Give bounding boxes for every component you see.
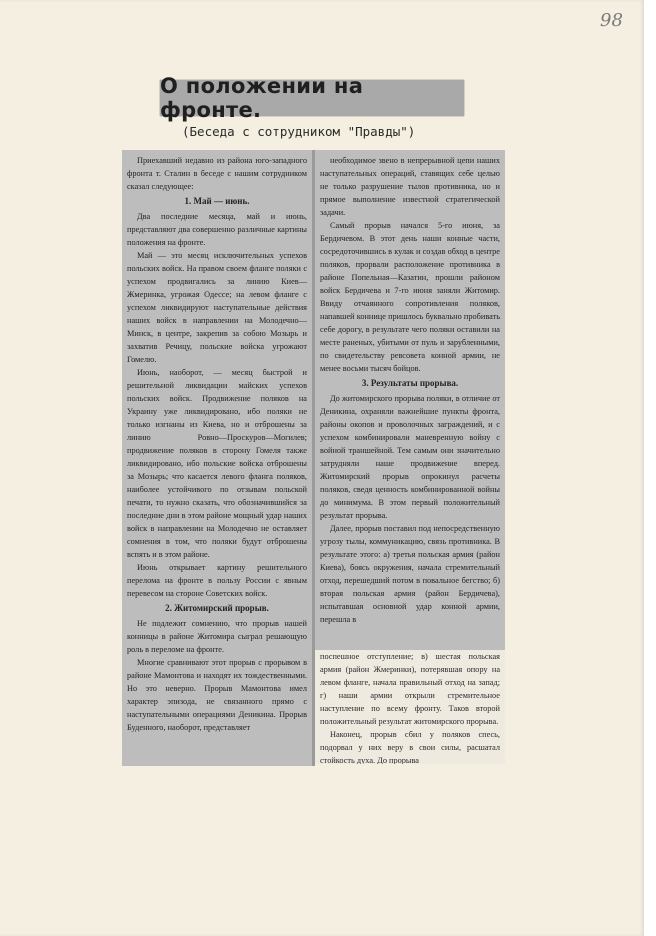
article-paragraph: Два последние месяца, май и июнь, представляют два совершенно различные картины положения на фронте. <box>127 212 307 247</box>
article-paragraph: Наконец, прорыв сбил у поляков спесь, подорвал у них веру в свои силы, расшатал стойкость духа. До прорыва <box>320 730 500 764</box>
article-paragraph: Многие сравнивают этот прорыв с прорывом в районе Мамонтова и находят их тождественными. Но это неверно. Прорыв Мамонтова имел характер эпизода, не связанного прямо с наступательными операциями Деникина. Прорыв Буденного, наоборот, представляет <box>127 658 307 732</box>
section-heading: 1. Май — июнь. <box>184 196 250 206</box>
newspaper-clipping <box>122 150 506 766</box>
article-subtitle: (Беседа с сотрудником "Правды") <box>182 124 416 139</box>
article-paragraph: Май — это месяц исключительных успехов польских войск. На правом своем фланге поляки с успехом продвигались за линию Киев—Жмеринка, угрожая Одессе; на левом фланге с успехом ликвидируют наступательные действия наших войск в направлении на Молодечно—Минск, в центре, закрепив за собою Мозырь и захватив Речицу, польские войска угрожают Гомелю. <box>127 251 307 364</box>
section-heading: 3. Результаты прорыва. <box>361 378 459 388</box>
article-paragraph: До житомирского прорыва поляки, в отличие от Деникина, охраняли важнейшие пункты фронта, районы окопов и проволочных заграждений, и с успехом комбинировали маневренную войну с войной траншейной. Тем самым они значительно затрудняли наше продвижение вперед. Житомирский прорыв опрокинул расчеты поляков, сведя ценность комбинированной войны до минимума. В этом первый положительный результат прорыва. <box>320 394 500 520</box>
article-column-right <box>315 150 505 650</box>
article-paragraph: Самый прорыв начался 5-го июня, за Бердичевом. В этот день наши конные части, сосредоточившись в кулак и создав обход в центре поляков, прорвали расположение противника в районе Попельная—Казатин, прошли районом войск Бердичева и 7-го июня заняли Житомир. Ввиду отчаянного сопротивления поляков, напавшей коннице пришлось буквально пробивать себе дорогу, в результате чего поляки оставили на месте раненых, убитыми от пуль и зарубленными, по свидетельству ревсовета конной армии, не менее восьми тысяч бойцов. <box>320 221 500 373</box>
archive-page-number: 98 <box>600 10 623 31</box>
article-paragraph: необходимое звено в непрерывной цепи наших наступательных операций, ставящих себе целью не только разрушение тылов противника, но и прямое выполнение известной стратегической задачи. <box>320 156 500 217</box>
article-headline: О положении на фронте. <box>160 74 364 122</box>
article-paragraph: Не подлежит сомнению, что прорыв нашей конницы в районе Житомира сыграл решающую роль в переломе на фронте. <box>127 619 307 654</box>
article-column-right-continuation <box>315 650 505 764</box>
article-paragraph: Далее, прорыв поставил под непосредственную угрозу тылы, коммуникацию, связь противника. В результате этого: а) третья польская армия (район Киева), боясь окружения, начала стремительный отход, перешедший потом в повальное бегство; б) вторая польская армия (район Бердичева), испытавшая основной удар конной армии, перешла в <box>320 524 500 624</box>
section-heading: 2. Житомирский прорыв. <box>165 603 269 613</box>
article-paragraph: Июнь открывает картину решительного перелома на фронте в пользу России с явным перевесом на стороне Советских войск. <box>127 563 307 598</box>
headline-clipping <box>160 74 464 122</box>
article-paragraph: Июнь, наоборот, — месяц быстрой и решительной ликвидации майских успехов польских войск. Продвижение поляков на Украину уже ликвидировано, ибо поляки не только изгнаны из Киева, но и отброшены за линию Ровно—Проскуров—Могилев; продвижение поляков в сторону Гомеля также ликвидировано, ибо польские войска отброшены за Мозырь; что касается левого фланга поляков, наиболее устойчивого по отзывам польской печати, то нужно сказать, что обозначившийся за последние дни в этом районе мощный удар наших войск в направлении на Молодечно не оставляет сомнения в том, что поляки будут отброшены вспять и в этом районе. <box>127 368 307 559</box>
article-paragraph: поспешное отступление; в) шестая польская армия (район Жмеринки), потерявшая опору на левом фланге, начала правильный отход на запад; г) наши армии открыли стремительное наступление по всему фронту. Таков второй положительный результат житомирского прорыва. <box>320 652 500 726</box>
article-paragraph: Приехавший недавно из района юго-западного фронта т. Сталин в беседе с нашим сотрудником сказал следующее: <box>127 156 307 191</box>
article-column-left <box>122 150 312 766</box>
